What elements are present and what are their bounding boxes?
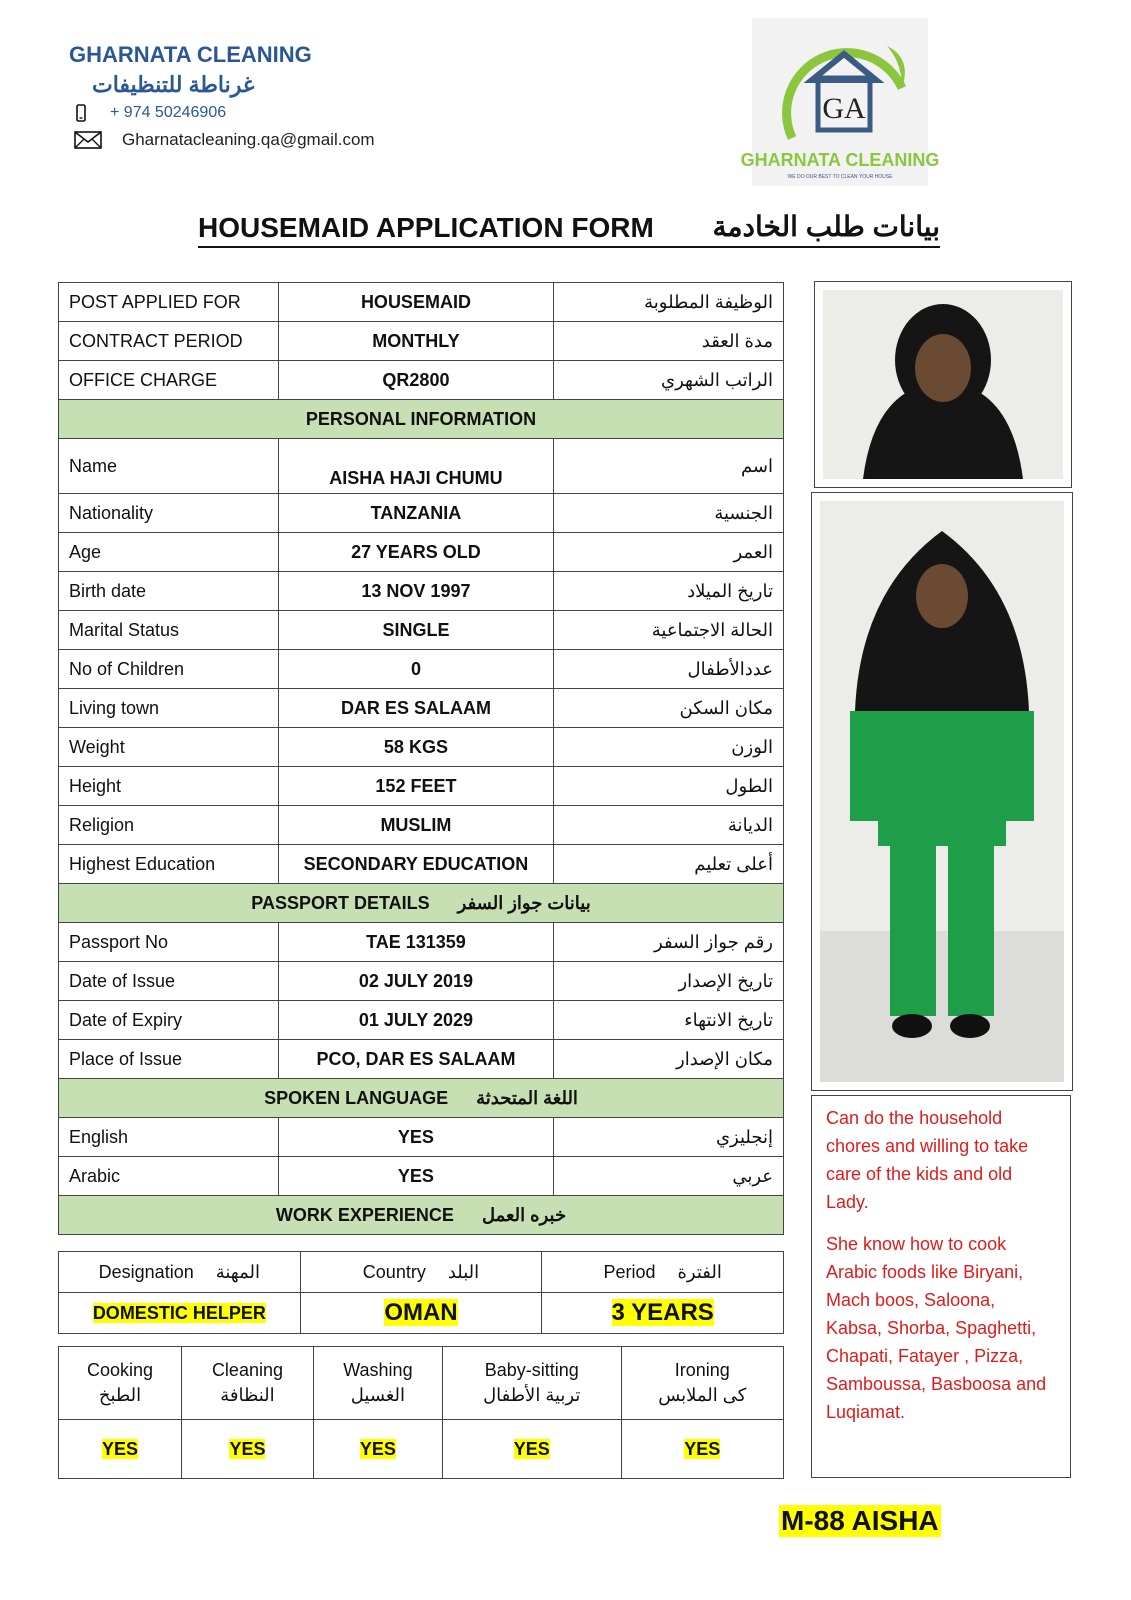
- passport-heading-ar: بيانات جواز السفر: [457, 892, 591, 913]
- skill-value: YES: [229, 1438, 266, 1459]
- row-label: Weight: [59, 728, 279, 767]
- row-value: 0: [278, 650, 553, 689]
- row-label: Marital Status: [59, 611, 279, 650]
- row-label: Nationality: [59, 494, 279, 533]
- row-label-ar: أعلى تعليم: [554, 845, 784, 884]
- row-value: YES: [278, 1118, 553, 1157]
- envelope-icon: [74, 131, 102, 149]
- skill-label-en: Washing: [343, 1360, 413, 1380]
- designation-cell: [59, 1293, 301, 1334]
- table-row: [59, 1001, 784, 1040]
- row-value: QR2800: [278, 361, 553, 400]
- skill-washing: [313, 1347, 442, 1420]
- skill-label-ar: الطبخ: [98, 1385, 142, 1405]
- skills-value-row: [59, 1420, 784, 1479]
- row-label-ar: الجنسية: [554, 494, 784, 533]
- row-value: AISHA HAJI CHUMU: [278, 439, 553, 494]
- row-label: Place of Issue: [59, 1040, 279, 1079]
- skill-label-en: Cleaning: [211, 1360, 283, 1380]
- table-row: [59, 494, 784, 533]
- row-label-ar: الطول: [554, 767, 784, 806]
- section-header: [59, 1196, 784, 1235]
- phone-row: [76, 104, 226, 122]
- skill-value: YES: [101, 1438, 139, 1459]
- row-label: Highest Education: [59, 845, 279, 884]
- row-label: Height: [59, 767, 279, 806]
- skill-value: YES: [513, 1438, 550, 1459]
- country-header: [300, 1252, 542, 1293]
- row-label-ar: اسم: [554, 439, 784, 494]
- row-value: 152 FEET: [278, 767, 553, 806]
- skill-value-cell: [59, 1420, 182, 1479]
- row-label-ar: مكان الإصدار: [554, 1040, 784, 1079]
- country-value: OMAN: [384, 1299, 458, 1326]
- row-label: Living town: [59, 689, 279, 728]
- row-label: Passport No: [59, 923, 279, 962]
- table-row: [59, 689, 784, 728]
- row-value: 13 NOV 1997: [278, 572, 553, 611]
- row-value: HOUSEMAID: [278, 283, 553, 322]
- form-title-en: HOUSEMAID APPLICATION FORM: [198, 212, 654, 243]
- row-value: TANZANIA: [278, 494, 553, 533]
- row-value: MONTHLY: [278, 322, 553, 361]
- skill-label-ar: الغسيل: [350, 1385, 406, 1405]
- col-label-ar: المهنة: [215, 1261, 260, 1282]
- note-paragraph: She know how to cook Arabic foods like Biryani, Mach boos, Saloona, Kabsa, Shorba, Spaghetti, Chapati, Fatayer , Pizza, Samboussa, Basboosa and Luqiamat.: [826, 1234, 1047, 1422]
- table-row: [59, 611, 784, 650]
- personal-heading: PERSONAL INFORMATION: [59, 400, 784, 439]
- row-value: 58 KGS: [278, 728, 553, 767]
- row-label-ar: الديانة: [554, 806, 784, 845]
- row-value: 27 YEARS OLD: [278, 533, 553, 572]
- logo-text: GHARNATA CLEANING: [740, 150, 940, 170]
- period-value: 3 YEARS: [611, 1299, 714, 1326]
- col-label-en: Period: [603, 1261, 656, 1282]
- row-value: TAE 131359: [278, 923, 553, 962]
- col-label-ar: الفترة: [677, 1261, 722, 1282]
- row-label-ar: الوزن: [554, 728, 784, 767]
- row-label: Date of Issue: [59, 962, 279, 1001]
- form-title: [198, 208, 940, 248]
- logo-tagline: WE DO OUR BEST TO CLEAN YOUR HOUSE: [787, 174, 893, 180]
- row-label-ar: تاريخ الانتهاء: [554, 1001, 784, 1040]
- skill-value-cell: [182, 1420, 314, 1479]
- table-row: [59, 962, 784, 1001]
- experience-heading-en: WORK EXPERIENCE: [275, 1204, 454, 1225]
- row-label: English: [59, 1118, 279, 1157]
- experience-header-row: [59, 1252, 784, 1293]
- phone-number: + 974 50246906: [110, 104, 227, 121]
- row-value: 01 JULY 2029: [278, 1001, 553, 1040]
- col-label-en: Country: [362, 1261, 426, 1282]
- col-label-en: Designation: [98, 1261, 194, 1282]
- row-label-ar: مكان السكن: [554, 689, 784, 728]
- table-row: [59, 1118, 784, 1157]
- skill-label-ar: تربية الأطفال: [483, 1385, 581, 1405]
- portrait-photo: [814, 281, 1072, 488]
- section-header: [59, 884, 784, 923]
- row-label-ar: الحالة الاجتماعية: [554, 611, 784, 650]
- designation-value: DOMESTIC HELPER: [92, 1302, 266, 1323]
- table-row: [59, 1040, 784, 1079]
- row-label: Date of Expiry: [59, 1001, 279, 1040]
- company-name-en: GHARNATA CLEANING: [69, 42, 312, 67]
- table-row: [59, 923, 784, 962]
- skill-label-en: Baby-sitting: [484, 1360, 579, 1380]
- skill-value-cell: [621, 1420, 783, 1479]
- skills-table: [58, 1346, 784, 1479]
- table-row: [59, 650, 784, 689]
- row-label: CONTRACT PERIOD: [59, 322, 279, 361]
- row-label-ar: تاريخ الميلاد: [554, 572, 784, 611]
- skill-value: YES: [359, 1438, 396, 1459]
- row-label-ar: عددالأطفال: [554, 650, 784, 689]
- note-paragraph: Can do the household chores and willing to take care of the kids and old Lady.: [826, 1108, 1029, 1212]
- skill-value-cell: [442, 1420, 621, 1479]
- table-row: [59, 439, 784, 494]
- row-value: DAR ES SALAAM: [278, 689, 553, 728]
- logo-monogram: GA: [822, 92, 866, 125]
- table-row: [59, 322, 784, 361]
- table-row: [59, 283, 784, 322]
- reference-code: M-88 AISHA: [781, 1505, 939, 1536]
- passport-heading-en: PASSPORT DETAILS: [251, 892, 430, 913]
- row-value: SECONDARY EDUCATION: [278, 845, 553, 884]
- designation-header: [59, 1252, 301, 1293]
- email-address: Gharnatacleaning.qa@gmail.com: [122, 130, 375, 149]
- row-label: Name: [59, 439, 279, 494]
- row-label-ar: إنجليزي: [554, 1118, 784, 1157]
- row-label: Birth date: [59, 572, 279, 611]
- row-label-ar: رقم جواز السفر: [554, 923, 784, 962]
- table-row: [59, 572, 784, 611]
- phone-icon: [76, 104, 86, 122]
- row-label: POST APPLIED FOR: [59, 283, 279, 322]
- table-row: [59, 361, 784, 400]
- table-row: [59, 806, 784, 845]
- skill-baby-sitting: [442, 1347, 621, 1420]
- company-logo: [740, 18, 940, 186]
- company-name-ar: غرناطة للتنظيفات: [92, 72, 255, 97]
- language-heading-ar: اللغة المتحدثة: [476, 1087, 578, 1108]
- table-row: [59, 1157, 784, 1196]
- row-value: 02 JULY 2019: [278, 962, 553, 1001]
- skill-label-ar: کی الملابس: [658, 1385, 747, 1405]
- skill-cooking: [59, 1347, 182, 1420]
- section-header: [59, 1079, 784, 1118]
- skill-value-cell: [313, 1420, 442, 1479]
- experience-table: [58, 1251, 784, 1334]
- row-label: No of Children: [59, 650, 279, 689]
- period-cell: [542, 1293, 784, 1334]
- application-table: [58, 282, 784, 1235]
- table-row: [59, 533, 784, 572]
- skill-label-en: Cooking: [86, 1360, 154, 1380]
- skill-label-en: Ironing: [674, 1360, 730, 1380]
- row-value: MUSLIM: [278, 806, 553, 845]
- skill-ironing: [621, 1347, 783, 1420]
- full-body-photo: [811, 492, 1073, 1091]
- row-label: Religion: [59, 806, 279, 845]
- table-row: [59, 728, 784, 767]
- language-heading: [59, 1079, 784, 1118]
- portrait-image: [823, 290, 1063, 479]
- skill-value: YES: [684, 1438, 721, 1459]
- form-title-ar: بيانات طلب الخادمة: [712, 211, 940, 242]
- row-label-ar: العمر: [554, 533, 784, 572]
- row-label-ar: الراتب الشهري: [554, 361, 784, 400]
- experience-heading: [59, 1196, 784, 1235]
- period-header: [542, 1252, 784, 1293]
- country-cell: [300, 1293, 542, 1334]
- row-label-ar: الوظيفة المطلوبة: [554, 283, 784, 322]
- skill-cleaning: [182, 1347, 314, 1420]
- row-value: YES: [278, 1157, 553, 1196]
- section-header: [59, 400, 784, 439]
- experience-value-row: [59, 1293, 784, 1334]
- row-label: Arabic: [59, 1157, 279, 1196]
- row-value: PCO, DAR ES SALAAM: [278, 1040, 553, 1079]
- language-heading-en: SPOKEN LANGUAGE: [264, 1087, 449, 1108]
- row-label: OFFICE CHARGE: [59, 361, 279, 400]
- notes-box: [811, 1095, 1071, 1478]
- table-row: [59, 767, 784, 806]
- passport-heading: [59, 884, 784, 923]
- email-row: [74, 130, 375, 150]
- skills-header-row: [59, 1347, 784, 1420]
- table-row: [59, 845, 784, 884]
- experience-heading-ar: خبره العمل: [481, 1204, 567, 1225]
- full-body-image: [820, 501, 1064, 1082]
- row-label-ar: تاريخ الإصدار: [554, 962, 784, 1001]
- skill-label-ar: النظافة: [220, 1385, 275, 1405]
- row-value: SINGLE: [278, 611, 553, 650]
- row-label-ar: عربي: [554, 1157, 784, 1196]
- row-label-ar: مدة العقد: [554, 322, 784, 361]
- row-label: Age: [59, 533, 279, 572]
- col-label-ar: البلد: [447, 1261, 480, 1282]
